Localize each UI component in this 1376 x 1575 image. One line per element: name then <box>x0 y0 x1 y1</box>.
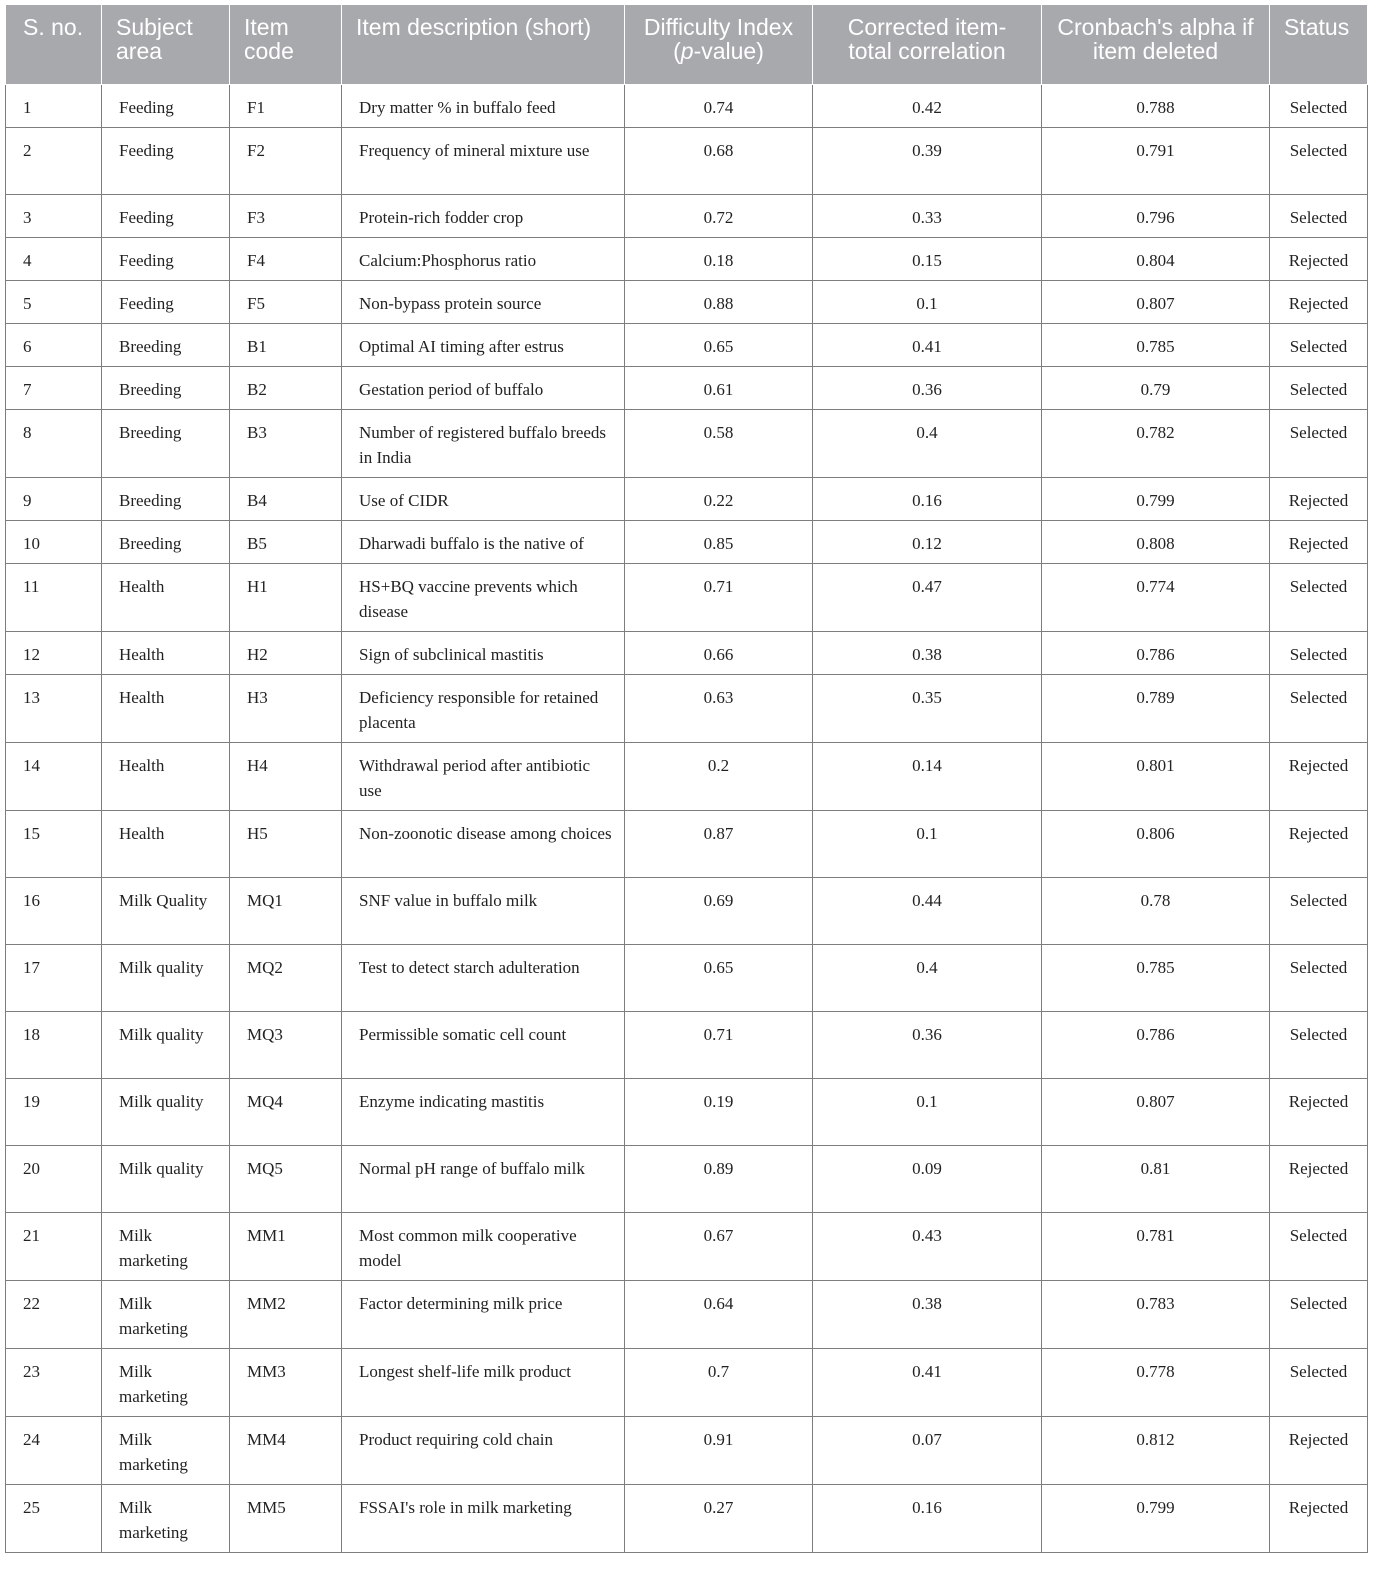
cell-sno: 12 <box>6 632 102 675</box>
cell-cronbach-alpha: 0.79 <box>1042 367 1270 410</box>
cell-cronbach-alpha: 0.788 <box>1042 85 1270 128</box>
cell-corrected-correlation: 0.36 <box>813 367 1042 410</box>
cell-status: Selected <box>1270 410 1368 478</box>
cell-item-description: SNF value in buffalo milk <box>342 878 625 945</box>
cell-sno: 2 <box>6 128 102 195</box>
table-row <box>6 281 1368 324</box>
cell-sno: 20 <box>6 1146 102 1213</box>
cell-item-code: B5 <box>230 521 342 564</box>
cell-status: Selected <box>1270 195 1368 238</box>
cell-difficulty-index: 0.72 <box>625 195 813 238</box>
cell-item-code: MM4 <box>230 1417 342 1485</box>
cell-corrected-correlation: 0.33 <box>813 195 1042 238</box>
cell-subject-area: Feeding <box>102 281 230 324</box>
cell-corrected-correlation: 0.15 <box>813 238 1042 281</box>
cell-corrected-correlation: 0.4 <box>813 410 1042 478</box>
cell-subject-area: Milk marketing <box>102 1213 230 1281</box>
cell-difficulty-index: 0.66 <box>625 632 813 675</box>
cell-corrected-correlation: 0.44 <box>813 878 1042 945</box>
cell-status: Rejected <box>1270 281 1368 324</box>
cell-sno: 14 <box>6 743 102 811</box>
cell-item-description: Dharwadi buffalo is the native of <box>342 521 625 564</box>
cell-difficulty-index: 0.58 <box>625 410 813 478</box>
table-row <box>6 1213 1368 1281</box>
cell-cronbach-alpha: 0.786 <box>1042 632 1270 675</box>
cell-sno: 10 <box>6 521 102 564</box>
cell-difficulty-index: 0.65 <box>625 945 813 1012</box>
cell-corrected-correlation: 0.47 <box>813 564 1042 632</box>
cell-item-description: Frequency of mineral mixture use <box>342 128 625 195</box>
cell-sno: 19 <box>6 1079 102 1146</box>
cell-item-code: MM2 <box>230 1281 342 1349</box>
cell-sno: 7 <box>6 367 102 410</box>
cell-status: Selected <box>1270 945 1368 1012</box>
cell-item-code: F4 <box>230 238 342 281</box>
cell-subject-area: Feeding <box>102 238 230 281</box>
cell-sno: 1 <box>6 85 102 128</box>
cell-status: Rejected <box>1270 521 1368 564</box>
cell-status: Rejected <box>1270 1485 1368 1553</box>
cell-item-code: MM1 <box>230 1213 342 1281</box>
cell-status: Selected <box>1270 878 1368 945</box>
cell-item-description: Optimal AI timing after estrus <box>342 324 625 367</box>
cell-cronbach-alpha: 0.807 <box>1042 281 1270 324</box>
table-row <box>6 478 1368 521</box>
table-row <box>6 324 1368 367</box>
cell-item-description: Gestation period of buffalo <box>342 367 625 410</box>
table-row <box>6 128 1368 195</box>
table-row <box>6 521 1368 564</box>
table-row <box>6 1079 1368 1146</box>
cell-difficulty-index: 0.19 <box>625 1079 813 1146</box>
cell-cronbach-alpha: 0.81 <box>1042 1146 1270 1213</box>
cell-difficulty-index: 0.87 <box>625 811 813 878</box>
cell-item-description: HS+BQ vaccine prevents which disease <box>342 564 625 632</box>
cell-difficulty-index: 0.18 <box>625 238 813 281</box>
cell-subject-area: Health <box>102 811 230 878</box>
cell-status: Selected <box>1270 128 1368 195</box>
cell-sno: 17 <box>6 945 102 1012</box>
cell-item-code: F3 <box>230 195 342 238</box>
cell-corrected-correlation: 0.42 <box>813 85 1042 128</box>
cell-difficulty-index: 0.67 <box>625 1213 813 1281</box>
cell-status: Rejected <box>1270 743 1368 811</box>
cell-item-code: B3 <box>230 410 342 478</box>
cell-status: Selected <box>1270 564 1368 632</box>
cell-item-description: Test to detect starch adulteration <box>342 945 625 1012</box>
cell-subject-area: Breeding <box>102 324 230 367</box>
cell-status: Selected <box>1270 367 1368 410</box>
table-row <box>6 743 1368 811</box>
cell-item-description: Permissible somatic cell count <box>342 1012 625 1079</box>
cell-cronbach-alpha: 0.785 <box>1042 945 1270 1012</box>
cell-difficulty-index: 0.27 <box>625 1485 813 1553</box>
cell-subject-area: Breeding <box>102 478 230 521</box>
cell-difficulty-index: 0.2 <box>625 743 813 811</box>
cell-cronbach-alpha: 0.782 <box>1042 410 1270 478</box>
cell-subject-area: Feeding <box>102 85 230 128</box>
cell-item-description: Sign of subclinical mastitis <box>342 632 625 675</box>
cell-item-code: MQ5 <box>230 1146 342 1213</box>
cell-cronbach-alpha: 0.785 <box>1042 324 1270 367</box>
cell-subject-area: Milk quality <box>102 1079 230 1146</box>
cell-sno: 4 <box>6 238 102 281</box>
item-analysis-table <box>5 4 1368 1553</box>
cell-subject-area: Breeding <box>102 367 230 410</box>
cell-status: Rejected <box>1270 1146 1368 1213</box>
cell-subject-area: Health <box>102 632 230 675</box>
cell-difficulty-index: 0.88 <box>625 281 813 324</box>
cell-status: Rejected <box>1270 478 1368 521</box>
cell-status: Selected <box>1270 1349 1368 1417</box>
cell-difficulty-index: 0.64 <box>625 1281 813 1349</box>
cell-difficulty-index: 0.85 <box>625 521 813 564</box>
header-difficulty-post: -value) <box>693 38 764 64</box>
cell-status: Rejected <box>1270 238 1368 281</box>
table-row <box>6 632 1368 675</box>
cell-corrected-correlation: 0.39 <box>813 128 1042 195</box>
cell-sno: 15 <box>6 811 102 878</box>
cell-subject-area: Feeding <box>102 195 230 238</box>
cell-corrected-correlation: 0.16 <box>813 1485 1042 1553</box>
cell-subject-area: Milk quality <box>102 1012 230 1079</box>
table-row <box>6 1146 1368 1213</box>
cell-item-description: FSSAI's role in milk marketing <box>342 1485 625 1553</box>
cell-status: Selected <box>1270 675 1368 743</box>
cell-cronbach-alpha: 0.783 <box>1042 1281 1270 1349</box>
cell-sno: 5 <box>6 281 102 324</box>
cell-sno: 11 <box>6 564 102 632</box>
cell-subject-area: Milk marketing <box>102 1485 230 1553</box>
cell-subject-area: Milk Quality <box>102 878 230 945</box>
cell-cronbach-alpha: 0.806 <box>1042 811 1270 878</box>
cell-item-code: MM5 <box>230 1485 342 1553</box>
cell-item-description: Dry matter % in buffalo feed <box>342 85 625 128</box>
cell-corrected-correlation: 0.38 <box>813 1281 1042 1349</box>
cell-corrected-correlation: 0.35 <box>813 675 1042 743</box>
header-item-code: Item code <box>230 5 342 85</box>
header-difficulty-p: p <box>680 38 694 64</box>
table-row <box>6 878 1368 945</box>
cell-status: Selected <box>1270 1281 1368 1349</box>
table-row <box>6 811 1368 878</box>
cell-status: Selected <box>1270 85 1368 128</box>
cell-item-code: F5 <box>230 281 342 324</box>
header-corrected-correlation: Corrected item-total correlation <box>813 5 1042 85</box>
header-item-description: Item description (short) <box>342 5 625 85</box>
cell-item-code: MM3 <box>230 1349 342 1417</box>
cell-status: Rejected <box>1270 1417 1368 1485</box>
cell-difficulty-index: 0.91 <box>625 1417 813 1485</box>
cell-cronbach-alpha: 0.799 <box>1042 1485 1270 1553</box>
cell-item-description: Protein-rich fodder crop <box>342 195 625 238</box>
table-row <box>6 238 1368 281</box>
cell-corrected-correlation: 0.07 <box>813 1417 1042 1485</box>
cell-subject-area: Breeding <box>102 521 230 564</box>
cell-item-code: B4 <box>230 478 342 521</box>
table-row <box>6 1012 1368 1079</box>
header-difficulty-pre: Difficulty Index ( <box>643 14 794 64</box>
cell-difficulty-index: 0.65 <box>625 324 813 367</box>
cell-corrected-correlation: 0.09 <box>813 1146 1042 1213</box>
table-row <box>6 1281 1368 1349</box>
cell-item-description: Most common milk cooperative model <box>342 1213 625 1281</box>
cell-item-description: Product requiring cold chain <box>342 1417 625 1485</box>
cell-sno: 22 <box>6 1281 102 1349</box>
cell-corrected-correlation: 0.1 <box>813 1079 1042 1146</box>
cell-item-code: MQ3 <box>230 1012 342 1079</box>
cell-item-description: Use of CIDR <box>342 478 625 521</box>
cell-difficulty-index: 0.69 <box>625 878 813 945</box>
cell-cronbach-alpha: 0.789 <box>1042 675 1270 743</box>
header-difficulty-index <box>625 5 813 85</box>
cell-item-description: Normal pH range of buffalo milk <box>342 1146 625 1213</box>
cell-cronbach-alpha: 0.799 <box>1042 478 1270 521</box>
cell-item-code: H4 <box>230 743 342 811</box>
cell-cronbach-alpha: 0.781 <box>1042 1213 1270 1281</box>
cell-item-code: F2 <box>230 128 342 195</box>
cell-cronbach-alpha: 0.812 <box>1042 1417 1270 1485</box>
cell-status: Rejected <box>1270 1079 1368 1146</box>
cell-item-code: MQ2 <box>230 945 342 1012</box>
cell-corrected-correlation: 0.12 <box>813 521 1042 564</box>
cell-item-code: MQ4 <box>230 1079 342 1146</box>
cell-subject-area: Milk marketing <box>102 1349 230 1417</box>
cell-sno: 24 <box>6 1417 102 1485</box>
cell-corrected-correlation: 0.36 <box>813 1012 1042 1079</box>
cell-sno: 8 <box>6 410 102 478</box>
cell-item-code: MQ1 <box>230 878 342 945</box>
cell-subject-area: Health <box>102 564 230 632</box>
cell-status: Selected <box>1270 632 1368 675</box>
cell-status: Selected <box>1270 324 1368 367</box>
cell-item-code: H1 <box>230 564 342 632</box>
table-row <box>6 367 1368 410</box>
cell-item-description: Non-zoonotic disease among choices <box>342 811 625 878</box>
cell-item-description: Deficiency responsible for retained placenta <box>342 675 625 743</box>
cell-sno: 21 <box>6 1213 102 1281</box>
cell-item-description: Non-bypass protein source <box>342 281 625 324</box>
cell-item-code: F1 <box>230 85 342 128</box>
cell-sno: 16 <box>6 878 102 945</box>
cell-item-code: H3 <box>230 675 342 743</box>
cell-cronbach-alpha: 0.786 <box>1042 1012 1270 1079</box>
cell-difficulty-index: 0.71 <box>625 1012 813 1079</box>
table-row <box>6 945 1368 1012</box>
cell-item-description: Calcium:Phosphorus ratio <box>342 238 625 281</box>
cell-cronbach-alpha: 0.796 <box>1042 195 1270 238</box>
cell-cronbach-alpha: 0.807 <box>1042 1079 1270 1146</box>
cell-difficulty-index: 0.68 <box>625 128 813 195</box>
cell-cronbach-alpha: 0.774 <box>1042 564 1270 632</box>
cell-item-code: H5 <box>230 811 342 878</box>
cell-corrected-correlation: 0.41 <box>813 1349 1042 1417</box>
cell-difficulty-index: 0.7 <box>625 1349 813 1417</box>
cell-corrected-correlation: 0.4 <box>813 945 1042 1012</box>
table-row <box>6 675 1368 743</box>
header-row <box>6 5 1368 85</box>
header-cronbach-alpha: Cronbach's alpha if item deleted <box>1042 5 1270 85</box>
table-row <box>6 564 1368 632</box>
cell-cronbach-alpha: 0.78 <box>1042 878 1270 945</box>
cell-difficulty-index: 0.89 <box>625 1146 813 1213</box>
table-row <box>6 195 1368 238</box>
cell-item-code: B1 <box>230 324 342 367</box>
header-subject-area: Subject area <box>102 5 230 85</box>
table-row <box>6 410 1368 478</box>
table-row <box>6 1485 1368 1553</box>
cell-cronbach-alpha: 0.808 <box>1042 521 1270 564</box>
cell-sno: 6 <box>6 324 102 367</box>
cell-status: Selected <box>1270 1213 1368 1281</box>
cell-item-code: B2 <box>230 367 342 410</box>
cell-sno: 18 <box>6 1012 102 1079</box>
table-header <box>6 5 1368 85</box>
cell-subject-area: Milk marketing <box>102 1417 230 1485</box>
cell-item-description: Number of registered buffalo breeds in India <box>342 410 625 478</box>
table-row <box>6 1417 1368 1485</box>
cell-item-description: Enzyme indicating mastitis <box>342 1079 625 1146</box>
cell-cronbach-alpha: 0.791 <box>1042 128 1270 195</box>
cell-sno: 9 <box>6 478 102 521</box>
cell-corrected-correlation: 0.43 <box>813 1213 1042 1281</box>
cell-corrected-correlation: 0.1 <box>813 811 1042 878</box>
cell-subject-area: Breeding <box>102 410 230 478</box>
table-row <box>6 85 1368 128</box>
cell-item-code: H2 <box>230 632 342 675</box>
cell-corrected-correlation: 0.1 <box>813 281 1042 324</box>
cell-item-description: Longest shelf-life milk product <box>342 1349 625 1417</box>
table-body <box>6 85 1368 1553</box>
cell-subject-area: Health <box>102 743 230 811</box>
cell-difficulty-index: 0.71 <box>625 564 813 632</box>
cell-sno: 3 <box>6 195 102 238</box>
cell-corrected-correlation: 0.41 <box>813 324 1042 367</box>
header-sno: S. no. <box>6 5 102 85</box>
cell-subject-area: Milk marketing <box>102 1281 230 1349</box>
cell-cronbach-alpha: 0.778 <box>1042 1349 1270 1417</box>
cell-corrected-correlation: 0.38 <box>813 632 1042 675</box>
cell-corrected-correlation: 0.16 <box>813 478 1042 521</box>
cell-status: Rejected <box>1270 811 1368 878</box>
cell-subject-area: Health <box>102 675 230 743</box>
cell-corrected-correlation: 0.14 <box>813 743 1042 811</box>
cell-status: Selected <box>1270 1012 1368 1079</box>
cell-difficulty-index: 0.74 <box>625 85 813 128</box>
cell-sno: 23 <box>6 1349 102 1417</box>
cell-subject-area: Feeding <box>102 128 230 195</box>
header-status: Status <box>1270 5 1368 85</box>
cell-item-description: Withdrawal period after antibiotic use <box>342 743 625 811</box>
cell-subject-area: Milk quality <box>102 1146 230 1213</box>
cell-subject-area: Milk quality <box>102 945 230 1012</box>
cell-difficulty-index: 0.63 <box>625 675 813 743</box>
cell-cronbach-alpha: 0.804 <box>1042 238 1270 281</box>
cell-item-description: Factor determining milk price <box>342 1281 625 1349</box>
cell-difficulty-index: 0.22 <box>625 478 813 521</box>
cell-cronbach-alpha: 0.801 <box>1042 743 1270 811</box>
cell-sno: 25 <box>6 1485 102 1553</box>
item-analysis-table-container <box>5 4 1367 1553</box>
cell-sno: 13 <box>6 675 102 743</box>
cell-difficulty-index: 0.61 <box>625 367 813 410</box>
table-row <box>6 1349 1368 1417</box>
